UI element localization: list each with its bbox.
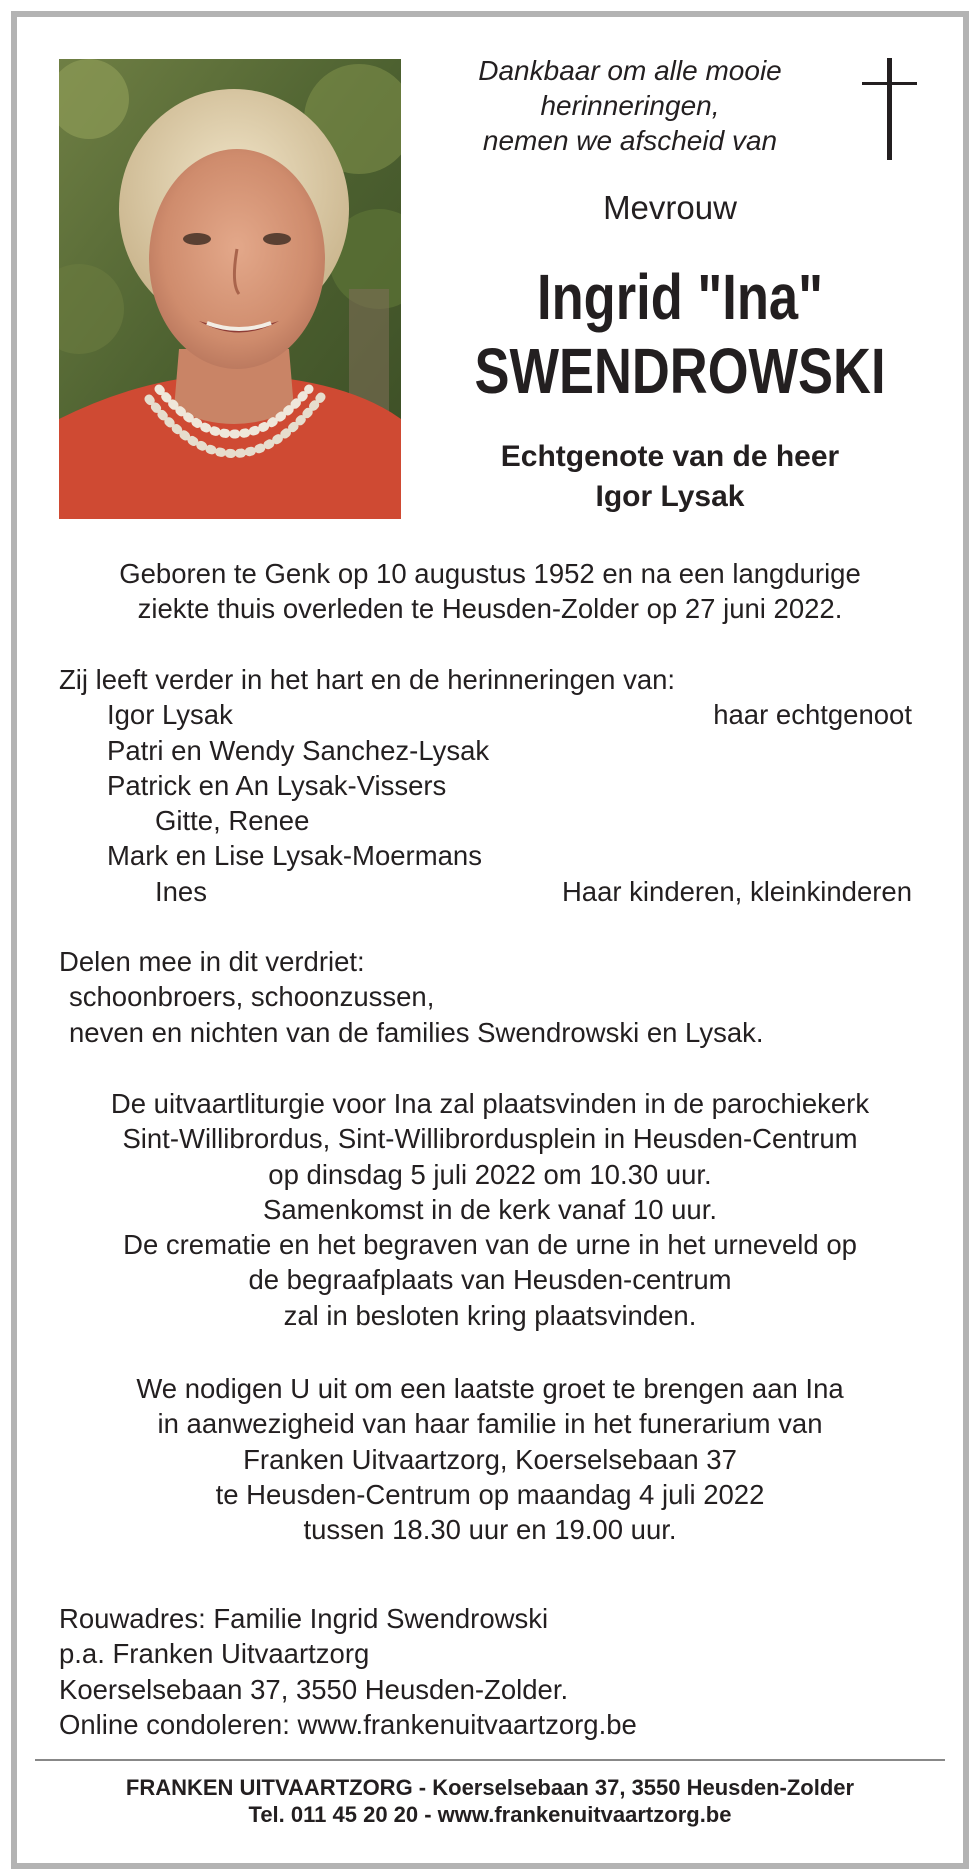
text-line: Samenkomst in de kerk vanaf 10 uur. — [263, 1193, 717, 1225]
cross-icon — [862, 58, 922, 160]
survivor-name: Gitte, Renee — [155, 805, 310, 837]
survivor-row — [59, 733, 912, 768]
footer-divider — [35, 1759, 945, 1761]
intro-line: herinneringen, — [540, 90, 720, 121]
text-line: in aanwezigheid van haar familie in het funerarium van — [157, 1408, 823, 1440]
text-line: Franken Uitvaartzorg, Koerselsebaan 37 — [243, 1443, 737, 1475]
deceased-name-first: Ingrid "Ina" — [537, 261, 823, 333]
survivors-heading: Zij leeft verder in het hart en de herinneringen van: — [59, 664, 676, 695]
deceased-name — [467, 260, 893, 408]
spouse-name: Igor Lysak — [595, 480, 745, 513]
intro-text — [440, 53, 820, 158]
text-line: ziekte thuis overleden te Heusden-Zolder op 27 juni 2022. — [137, 593, 843, 625]
survivor-row — [59, 768, 912, 803]
survivor-name: Patri en Wendy Sanchez-Lysak — [107, 734, 490, 766]
text-line: De crematie en het begraven van de urne in het urneveld op — [123, 1229, 857, 1261]
text-line: Geboren te Genk op 10 augustus 1952 en na een langdurige — [119, 558, 861, 589]
survivor-role: Haar kinderen, kleinkinderen — [561, 875, 912, 907]
portrait-photo — [59, 59, 401, 519]
survivor-row — [59, 838, 912, 873]
text-line: schoonbroers, schoonzussen, — [69, 981, 435, 1013]
text-line: De uitvaartliturgie voor Ina zal plaatsvinden in de parochiekerk — [110, 1088, 870, 1119]
footer-line: FRANKEN UITVAARTZORG - Koerselsebaan 37, 3550 Heusden-Zolder — [125, 1775, 855, 1800]
footer — [40, 1774, 940, 1828]
intro-line: Dankbaar om alle mooie — [478, 55, 782, 86]
address-line: Koerselsebaan 37, 3550 Heusden-Zolder. — [59, 1673, 569, 1705]
survivor-row — [59, 803, 912, 838]
footer-line: Tel. 011 45 20 20 - www.frankenuitvaartzorg.be — [248, 1802, 732, 1827]
survivors-section — [59, 662, 912, 909]
sharing-heading: Delen mee in dit verdriet: — [59, 946, 365, 977]
text-line: te Heusden-Centrum op maandag 4 juli 2022 — [215, 1478, 765, 1510]
address-line: p.a. Franken Uitvaartzorg — [59, 1638, 370, 1670]
survivor-name: Patrick en An Lysak-Vissers — [107, 769, 447, 801]
funeral-text — [40, 1086, 940, 1333]
spouse-line: Echtgenote van de heer — [500, 440, 840, 473]
spouse-info — [420, 437, 920, 517]
honorific: Mevrouw — [603, 189, 737, 226]
sharing-section — [59, 944, 912, 1050]
intro-line: nemen we afscheid van — [482, 125, 778, 156]
text-line: de begraafplaats van Heusden-centrum — [248, 1264, 732, 1296]
survivor-name: Mark en Lise Lysak-Moermans — [107, 840, 482, 872]
text-line: We nodigen U uit om een laatste groet te brengen aan Ina — [136, 1373, 844, 1404]
text-line: zal in besloten kring plaatsvinden. — [283, 1299, 697, 1331]
address-section — [59, 1601, 919, 1742]
survivor-role: haar echtgenoot — [713, 699, 912, 731]
address-line: Rouwadres: Familie Ingrid Swendrowski — [59, 1603, 549, 1634]
visitation-text — [40, 1371, 940, 1547]
text-line: op dinsdag 5 juli 2022 om 10.30 uur. — [268, 1158, 712, 1190]
condolence-link: Online condoleren: www.frankenuitvaartzorg.be — [59, 1708, 637, 1740]
text-line: tussen 18.30 uur en 19.00 uur. — [303, 1514, 677, 1546]
survivor-name: Igor Lysak — [107, 699, 233, 731]
survivor-row — [59, 697, 912, 732]
survivor-name: Ines — [155, 875, 207, 907]
survivor-row — [59, 874, 912, 909]
birth-death-text — [40, 556, 940, 627]
text-line: Sint-Willibrordus, Sint-Willibrordusplein in Heusden-Centrum — [122, 1123, 858, 1155]
text-line: neven en nichten van de families Swendrowski en Lysak. — [69, 1016, 764, 1048]
deceased-name-last: SWENDROWSKI — [474, 335, 886, 407]
